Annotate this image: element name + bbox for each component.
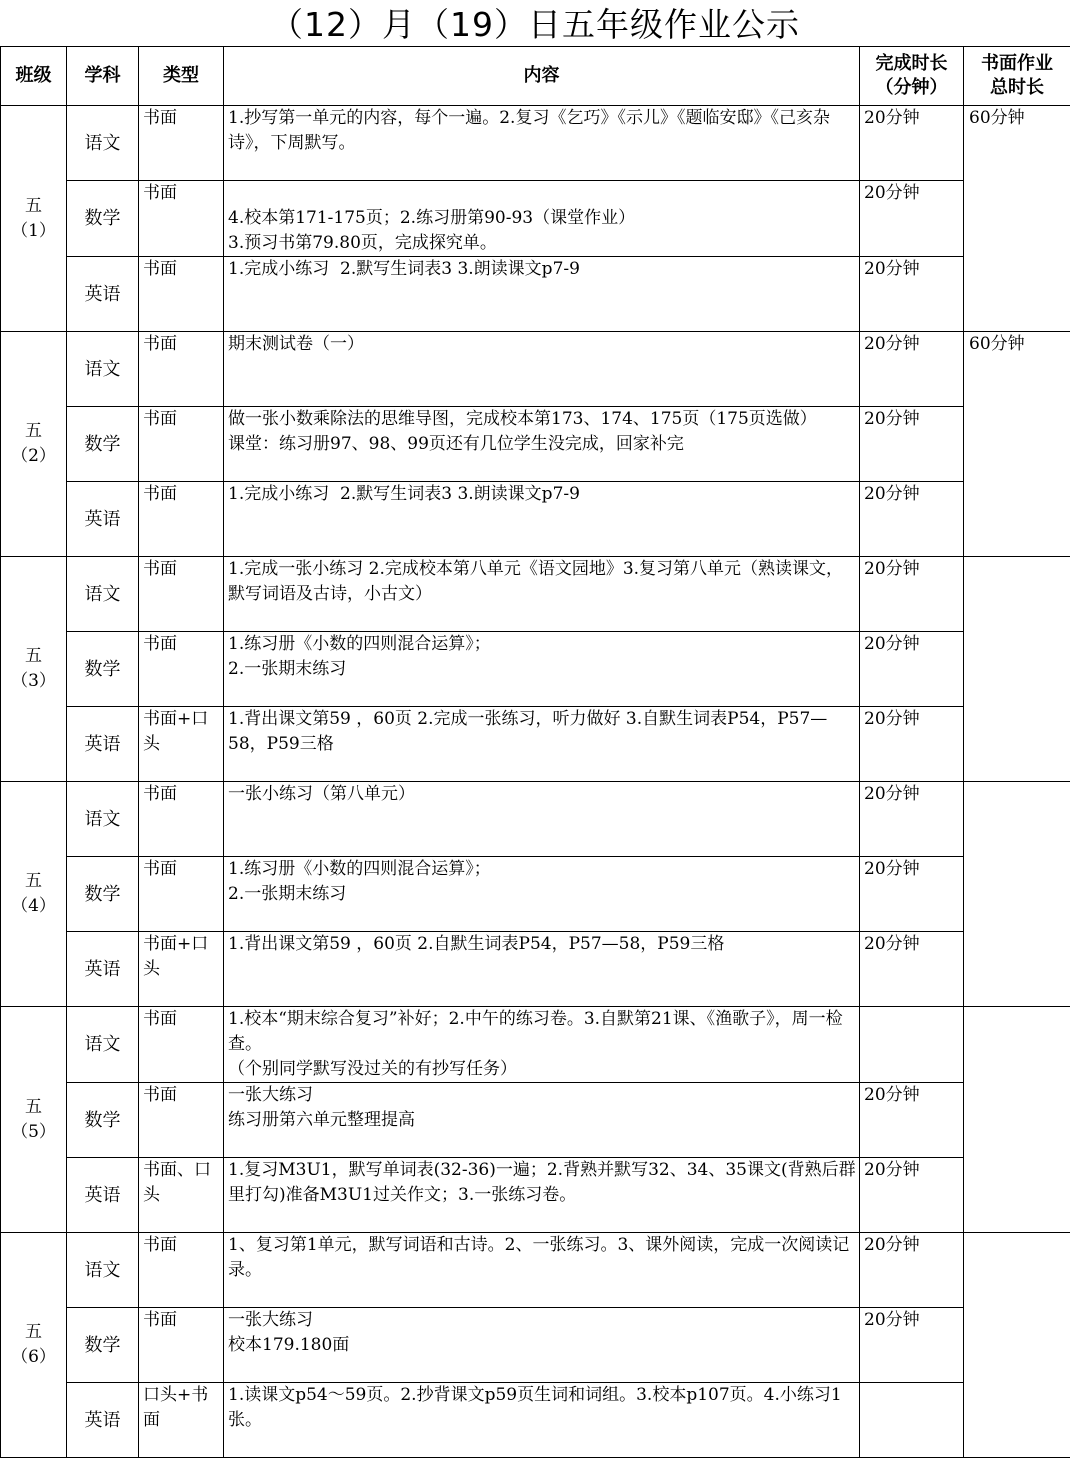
content-line: 1.读课文p54～59页。2.抄背课文p59页生词和词组。3.校本p107页。4.小练习1张。: [228, 1383, 856, 1433]
content-cell: [224, 181, 860, 257]
total-cell: [964, 1233, 1070, 1458]
content-line: 一张大练习: [228, 1308, 856, 1333]
subject-cell: 英语: [67, 1383, 139, 1458]
subject-cell: 语文: [67, 1007, 139, 1083]
content-cell: [224, 1383, 860, 1458]
type-cell: 书面: [139, 482, 224, 557]
content-cell: [224, 106, 860, 181]
class-number: （4）: [1, 894, 66, 919]
class-number: （2）: [1, 444, 66, 469]
content-line: 1.完成一张小练习 2.完成校本第八单元《语文园地》3.复习第八单元（熟读课文，默写词语及古诗，小古文）: [228, 557, 856, 607]
type-cell: 口头+书面: [139, 1383, 224, 1458]
total-cell: 60分钟: [964, 106, 1070, 332]
type-cell: 书面: [139, 181, 224, 257]
content-cell: [224, 1083, 860, 1158]
type-cell: 书面: [139, 332, 224, 407]
total-cell: [964, 782, 1070, 1007]
subject-cell: 语文: [67, 557, 139, 632]
table-row: [1, 332, 1070, 407]
content-line: 1.复习M3U1，默写单词表(32-36)一遍；2.背熟并默写32、34、35课文(背熟后群里打勾)准备M3U1过关作文；3.一张练习卷。: [228, 1158, 856, 1208]
subject-cell: 数学: [67, 181, 139, 257]
class-cell: [1, 557, 67, 782]
table-row: [1, 857, 1070, 932]
class-cell: [1, 1233, 67, 1458]
content-line: 2.一张期末练习: [228, 657, 856, 682]
subject-cell: 语文: [67, 1233, 139, 1308]
table-row: [1, 557, 1070, 632]
class-grade: 五: [1, 1095, 66, 1120]
subject-cell: 语文: [67, 332, 139, 407]
content-cell: [224, 407, 860, 482]
content-line: 1.校本“期末综合复习”补好；2.中午的练习卷。3.自默第21课、《渔歌子》，周一检查。: [228, 1007, 856, 1057]
table-row: [1, 932, 1070, 1007]
subject-cell: 数学: [67, 632, 139, 707]
table-row: [1, 106, 1070, 181]
content-cell: [224, 1233, 860, 1308]
content-line: 4.校本第171-175页；2.练习册第90-93（课堂作业）: [228, 206, 856, 231]
table-row: [1, 1308, 1070, 1383]
total-cell: [964, 557, 1070, 782]
type-cell: 书面: [139, 106, 224, 181]
time-cell: [860, 1007, 964, 1083]
type-cell: 书面: [139, 407, 224, 482]
time-cell: 20分钟: [860, 1083, 964, 1158]
subject-cell: 英语: [67, 257, 139, 332]
subject-cell: 语文: [67, 782, 139, 857]
type-cell: 书面: [139, 257, 224, 332]
table-row: [1, 707, 1070, 782]
header-time-line1: 完成时长: [860, 52, 963, 76]
table-row: [1, 1083, 1070, 1158]
type-cell: 书面+口头: [139, 932, 224, 1007]
table-row: [1, 482, 1070, 557]
content-line: 课堂：练习册97、98、99页还有几位学生没完成，回家补完: [228, 432, 856, 457]
header-row: [1, 47, 1070, 106]
page-title: （12）月（19）日五年级作业公示: [0, 0, 1070, 46]
content-line: 做一张小数乘除法的思维导图，完成校本第173、174、175页（175页选做）: [228, 407, 856, 432]
time-cell: 20分钟: [860, 257, 964, 332]
header-subject: 学科: [67, 47, 139, 106]
subject-cell: 数学: [67, 857, 139, 932]
subject-cell: 语文: [67, 106, 139, 181]
table-row: [1, 782, 1070, 857]
type-cell: 书面、口头: [139, 1158, 224, 1233]
header-time: [860, 47, 964, 106]
header-type: 类型: [139, 47, 224, 106]
class-grade: 五: [1, 194, 66, 219]
content-line: 一张小练习（第八单元）: [228, 782, 856, 807]
time-cell: 20分钟: [860, 857, 964, 932]
header-total: [964, 47, 1070, 106]
table-row: [1, 181, 1070, 257]
time-cell: 20分钟: [860, 782, 964, 857]
class-number: （5）: [1, 1120, 66, 1145]
class-number: （3）: [1, 669, 66, 694]
header-class: 班级: [1, 47, 67, 106]
content-line: 1.完成小练习 2.默写生词表3 3.朗读课文p7-9: [228, 257, 856, 282]
class-grade: 五: [1, 1320, 66, 1345]
type-cell: 书面: [139, 857, 224, 932]
class-number: （1）: [1, 219, 66, 244]
content-line: 1.练习册《小数的四则混合运算》；: [228, 632, 856, 657]
type-cell: 书面: [139, 1233, 224, 1308]
content-line: 3.预习书第79.80页，完成探究单。: [228, 231, 856, 256]
content-cell: [224, 257, 860, 332]
time-cell: 20分钟: [860, 482, 964, 557]
subject-cell: 英语: [67, 482, 139, 557]
time-cell: 20分钟: [860, 1233, 964, 1308]
table-row: [1, 1383, 1070, 1458]
content-cell: [224, 482, 860, 557]
subject-cell: 数学: [67, 407, 139, 482]
class-cell: [1, 106, 67, 332]
time-cell: 20分钟: [860, 632, 964, 707]
content-cell: [224, 857, 860, 932]
class-cell: [1, 332, 67, 557]
content-cell: [224, 782, 860, 857]
time-cell: 20分钟: [860, 106, 964, 181]
type-cell: 书面: [139, 1308, 224, 1383]
homework-table: [0, 46, 1070, 1458]
time-cell: 20分钟: [860, 932, 964, 1007]
time-cell: 20分钟: [860, 181, 964, 257]
content-line: 1、复习第1单元，默写词语和古诗。2、一张练习。3、课外阅读，完成一次阅读记录。: [228, 1233, 856, 1283]
class-number: （6）: [1, 1345, 66, 1370]
content-line: 练习册第六单元整理提高: [228, 1108, 856, 1133]
content-cell: [224, 1308, 860, 1383]
subject-cell: 英语: [67, 932, 139, 1007]
content-cell: [224, 632, 860, 707]
time-cell: [860, 1383, 964, 1458]
header-total-line1: 书面作业: [964, 52, 1070, 76]
class-grade: 五: [1, 869, 66, 894]
table-row: [1, 407, 1070, 482]
content-line: 1.抄写第一单元的内容，每个一遍。2.复习《乞巧》《示儿》《题临安邸》《己亥杂诗》，下周默写。: [228, 106, 856, 156]
subject-cell: 数学: [67, 1308, 139, 1383]
content-line: 校本179.180面: [228, 1333, 856, 1358]
class-grade: 五: [1, 419, 66, 444]
subject-cell: 数学: [67, 1083, 139, 1158]
table-row: [1, 1233, 1070, 1308]
content-line: 1.背出课文第59 ，60页 2.完成一张练习，听力做好 3.自默生词表P54，P57—58，P59三格: [228, 707, 856, 757]
content-line: 1.完成小练习 2.默写生词表3 3.朗读课文p7-9: [228, 482, 856, 507]
content-cell: [224, 557, 860, 632]
table-row: [1, 632, 1070, 707]
class-grade: 五: [1, 644, 66, 669]
table-row: [1, 1158, 1070, 1233]
type-cell: 书面: [139, 782, 224, 857]
header-total-line2: 总时长: [964, 76, 1070, 100]
time-cell: 20分钟: [860, 407, 964, 482]
content-cell: [224, 932, 860, 1007]
header-time-line2: （分钟）: [860, 76, 963, 100]
time-cell: 20分钟: [860, 557, 964, 632]
type-cell: 书面: [139, 1007, 224, 1083]
class-cell: [1, 1007, 67, 1233]
content-cell: [224, 1158, 860, 1233]
content-line: 期末测试卷（一）: [228, 332, 856, 357]
type-cell: 书面+口头: [139, 707, 224, 782]
class-cell: [1, 782, 67, 1007]
content-line: 1.练习册《小数的四则混合运算》；: [228, 857, 856, 882]
subject-cell: 英语: [67, 707, 139, 782]
content-line: （个别同学默写没过关的有抄写任务）: [228, 1057, 856, 1082]
total-cell: 60分钟: [964, 332, 1070, 557]
time-cell: 20分钟: [860, 707, 964, 782]
content-line: 2.一张期末练习: [228, 882, 856, 907]
content-line: 1.背出课文第59 ，60页 2.自默生词表P54，P57—58，P59三格: [228, 932, 856, 957]
content-line: [228, 181, 856, 206]
header-content: 内容: [224, 47, 860, 106]
table-row: [1, 257, 1070, 332]
type-cell: 书面: [139, 1083, 224, 1158]
type-cell: 书面: [139, 632, 224, 707]
content-cell: [224, 1007, 860, 1083]
content-line: 一张大练习: [228, 1083, 856, 1108]
content-cell: [224, 707, 860, 782]
subject-cell: 英语: [67, 1158, 139, 1233]
time-cell: 20分钟: [860, 1158, 964, 1233]
time-cell: 20分钟: [860, 1308, 964, 1383]
total-cell: [964, 1007, 1070, 1233]
table-row: [1, 1007, 1070, 1083]
content-cell: [224, 332, 860, 407]
time-cell: 20分钟: [860, 332, 964, 407]
type-cell: 书面: [139, 557, 224, 632]
